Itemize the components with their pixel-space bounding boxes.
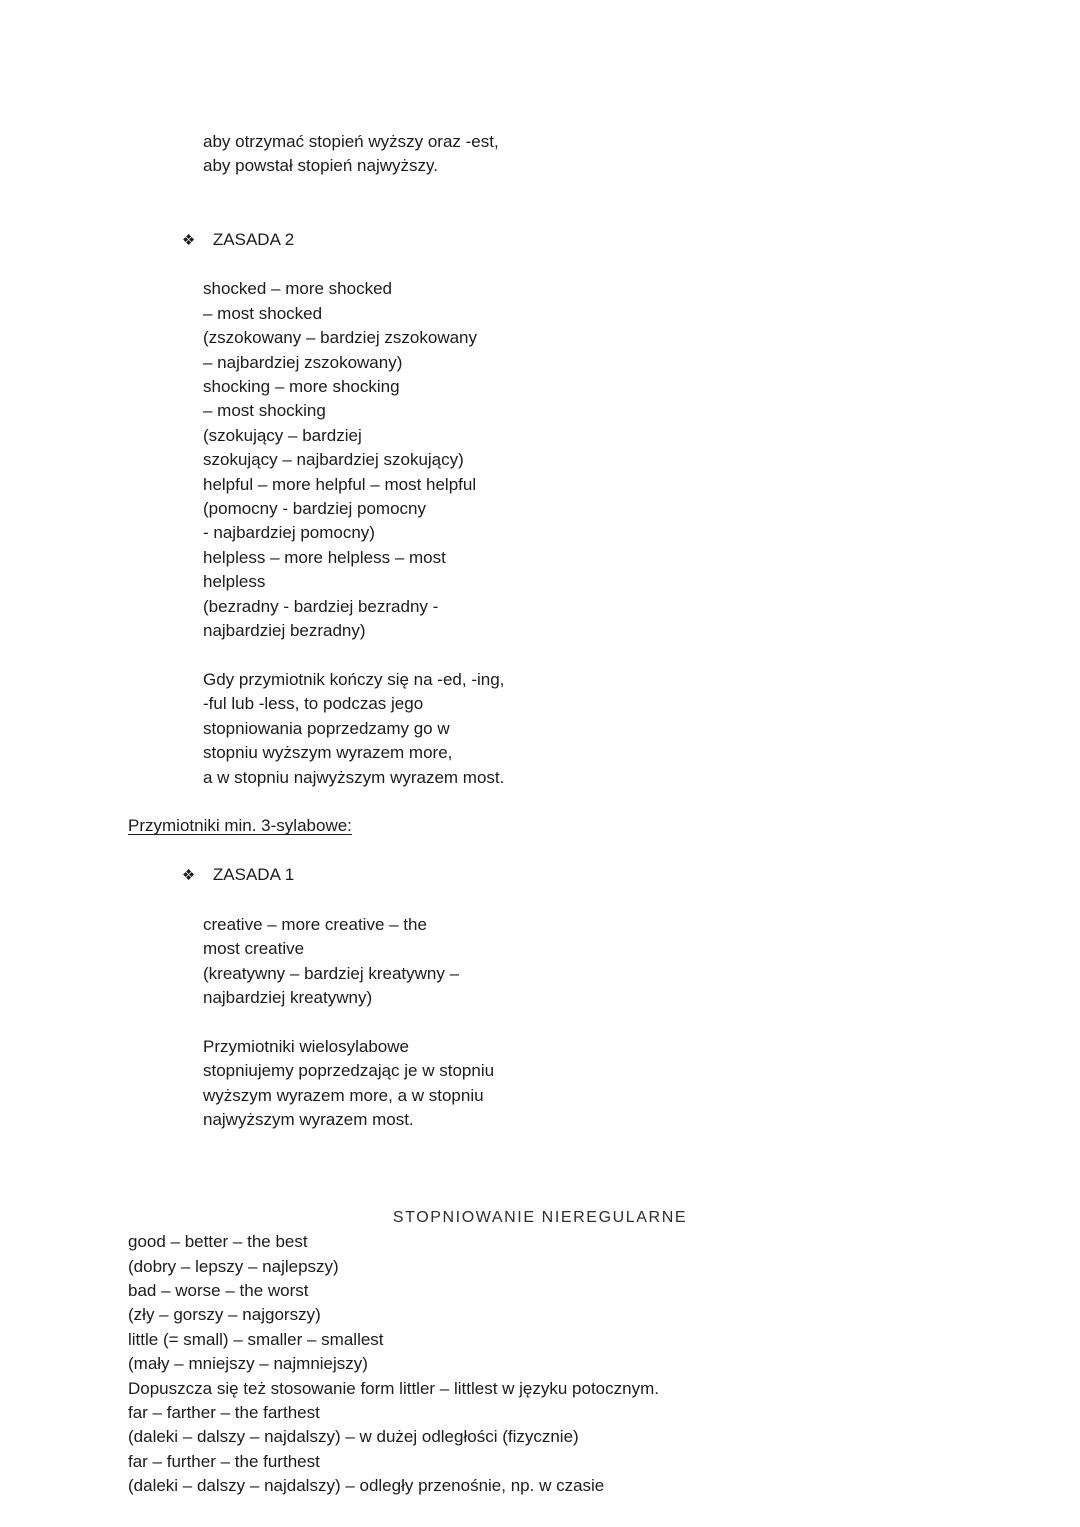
text-line: Gdy przymiotnik kończy się na -ed, -ing, [203,669,505,689]
text-line: (kreatywny – bardziej kreatywny – [203,963,460,983]
spacer [0,1133,1080,1157]
zasada-1-item [163,839,1080,913]
zasada-2-item [163,203,1080,277]
text-line: far – farther – the farthest [128,1403,320,1423]
zasada-2-title: ZASADA 2 [212,229,295,249]
text-line: - najbardziej pomocny) [203,523,375,543]
text-line: Dopuszcza się też stosowanie form littler – littlest w języku potocznym. [128,1378,659,1398]
text-line: stopniu wyższym wyrazem more, [203,743,453,763]
text-line: (daleki – dalszy – najdalszy) – w dużej odległości (fizycznie) [128,1427,579,1447]
text-line: – most shocking [203,401,326,421]
section-heading-3-syllable: Przymiotniki min. 3-sylabowe: [128,816,352,836]
diamond-bullet-icon: ❖ [181,231,196,249]
text-line: helpful – more helpful – most helpful [203,474,477,494]
text-line: (daleki – dalszy – najdalszy) – odległy przenośnie, np. w czasie [128,1476,605,1496]
text-line: najwyższym wyrazem most. [203,1110,414,1130]
text-line: aby powstał stopień najwyższy. [203,156,438,176]
text-line: creative – more creative – the [203,914,427,934]
text-line: (bezradny - bardziej bezradny - [203,596,439,616]
text-line: (zszokowany – bardziej zszokowany [203,328,478,348]
spacer [0,1011,1080,1035]
spacer [0,644,1080,668]
text-line: najbardziej bezradny) [203,621,366,641]
text-line: -ful lub -less, to podczas jego [203,694,424,714]
text-line: bad – worse – the worst [128,1280,309,1300]
text-line: helpless – more helpless – most [203,547,446,567]
text-line: stopniujemy poprzedzając je w stopniu [203,1061,495,1081]
text-line: – najbardziej zszokowany) [203,352,403,372]
text-line: najbardziej kreatywny) [203,988,373,1008]
text-line: wyższym wyrazem more, a w stopniu [203,1085,484,1105]
spacer [0,790,1080,814]
text-line: shocked – more shocked [203,279,392,299]
text-line: most creative [203,939,305,959]
text-line: szokujący – najbardziej szokujący) [203,450,464,470]
text-line: (pomocny - bardziej pomocny [203,499,426,519]
text-line: (szokujący – bardziej [203,425,362,445]
text-line: little (= small) – smaller – smallest [128,1329,384,1349]
text-line: stopniowania poprzedzamy go w [203,718,450,738]
text-line: (zły – gorszy – najgorszy) [128,1305,321,1325]
text-line: a w stopniu najwyższym wyrazem most. [203,767,505,787]
spacer [0,1181,1080,1205]
text-line: Przymiotniki wielosylabowe [203,1036,409,1056]
text-line: (mały – mniejszy – najmniejszy) [128,1354,368,1374]
spacer [0,1157,1080,1181]
spacer [0,179,1080,203]
text-line: (dobry – lepszy – najlepszy) [128,1256,339,1276]
irregular-section-heading: STOPNIOWANIE NIEREGULARNE [392,1208,688,1226]
text-line: far – further – the furthest [128,1451,320,1471]
text-line: shocking – more shocking [203,377,400,397]
zasada-1-title: ZASADA 1 [212,865,295,885]
text-line: good – better – the best [128,1232,308,1252]
diamond-bullet-icon: ❖ [181,867,196,885]
text-line: helpless [203,572,266,592]
text-line: – most shocked [203,303,323,323]
text-line: aby otrzymać stopień wyższy oraz -est, [203,132,499,151]
